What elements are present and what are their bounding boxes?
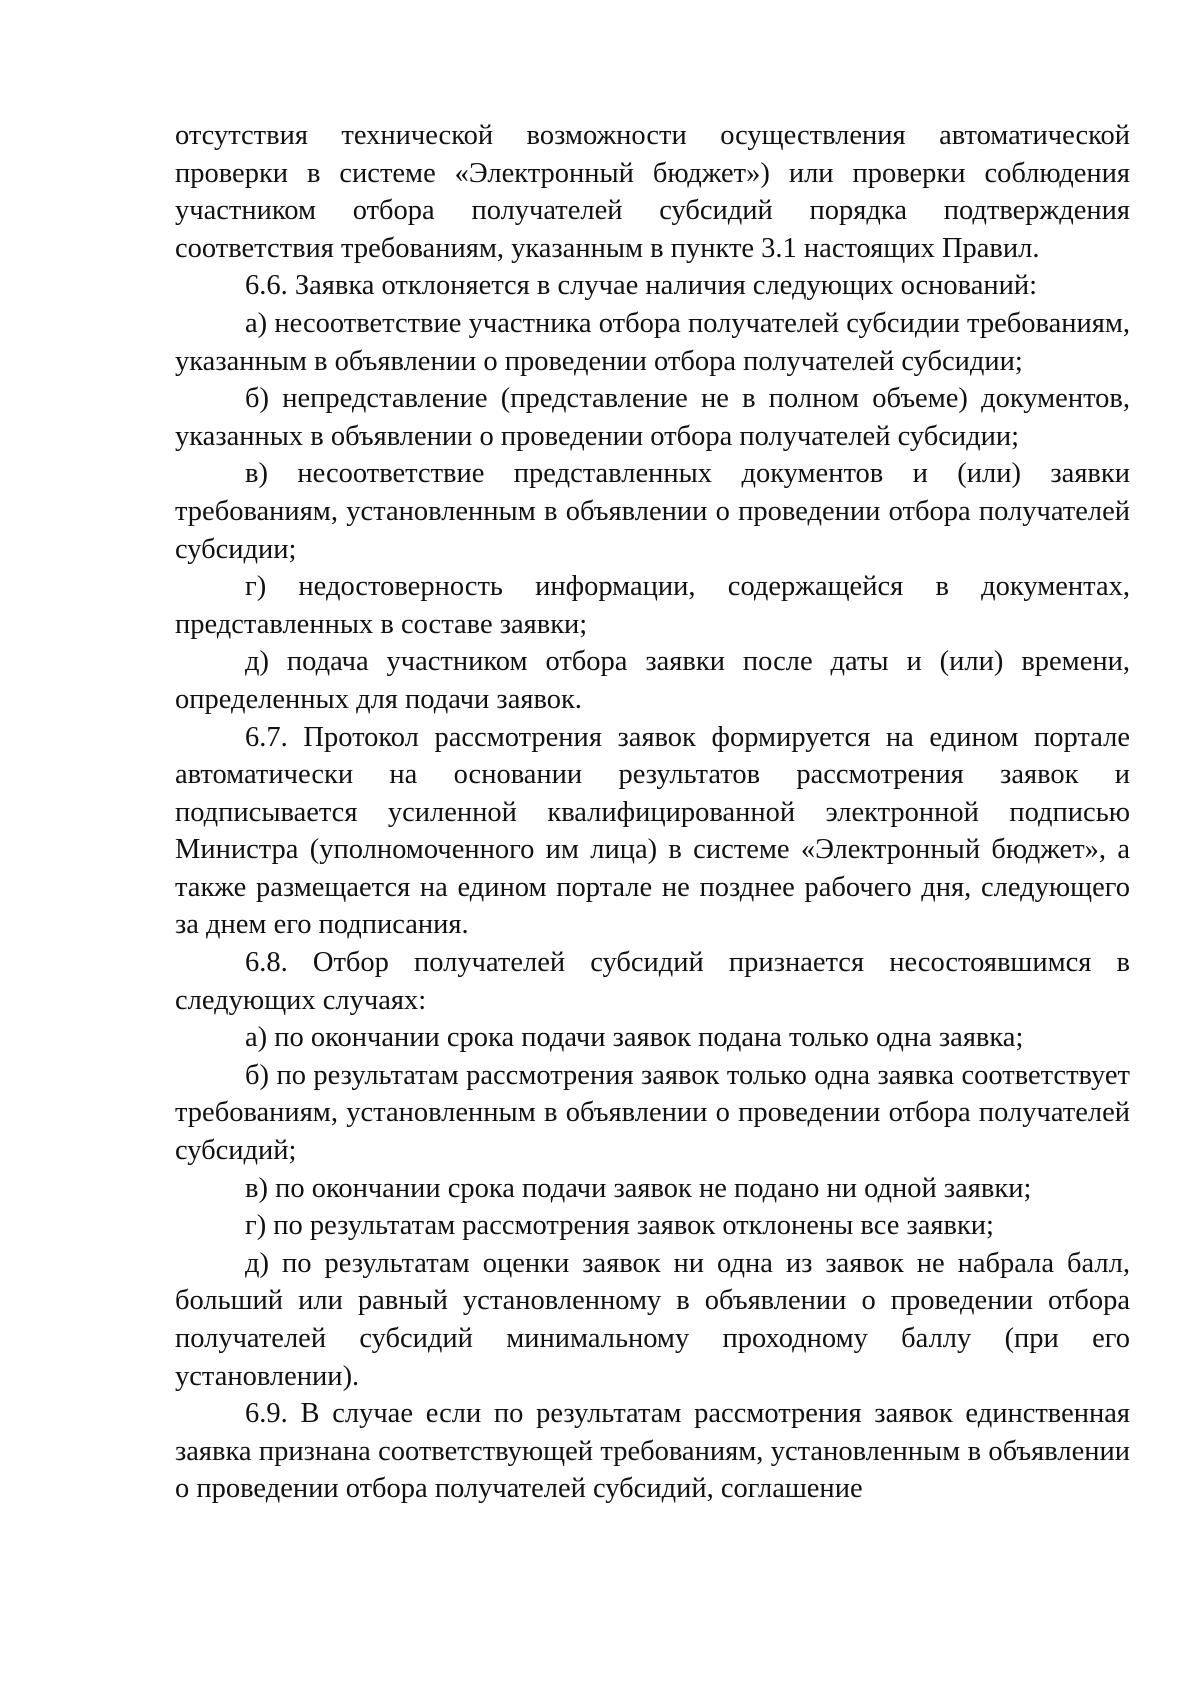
paragraph-6-8-b: б) по результатам рассмотрения заявок только одна заявка соответствует требованиям, установленным в объявлении о проведении отбора получателей субсидий; [175, 1059, 1130, 1167]
paragraph-6-8-g: г) по результатам рассмотрения заявок отклонены все заявки; [245, 1210, 994, 1242]
paragraph-6-8-v: в) по окончании срока подачи заявок не подано ни одной заявки; [245, 1172, 1032, 1204]
paragraph-6-6: 6.6. Заявка отклоняется в случае наличия следующих оснований: [245, 270, 1038, 302]
paragraph-6-8-a: а) по окончании срока подачи заявок подана только одна заявка; [245, 1022, 1024, 1054]
paragraph-6-6-a: а) несоответствие участника отбора получателей субсидии требованиям, указанным в объявлении о проведении отбора получателей субсидии; [175, 307, 1130, 377]
paragraph-6-7: 6.7. Протокол рассмотрения заявок формируется на едином портале автоматически на основании результатов рассмотрения заявок и подписывается усиленной квалифицированной электронной подписью Министра (уполномоченного им лица) в системе «Электронный бюджет», а также размещается на едином портале не позднее рабочего дня, следующего за днем его подписания. [175, 721, 1130, 941]
document-body [175, 117, 1130, 1508]
paragraph-6-8: 6.8. Отбор получателей субсидий признается несостоявшимся в следующих случаях: [175, 947, 1130, 1016]
paragraph-6-8-d: д) по результатам оценки заявок ни одна из заявок не набрала балл, больший или равный установленному в объявлении о проведении отбора получателей субсидий минимальному проходному баллу (при его установлении). [175, 1247, 1130, 1392]
paragraph-6-6-v: в) несоответствие представленных документов и (или) заявки требованиям, установленным в объявлении о проведении отбора получателей субсидии; [175, 458, 1130, 565]
paragraph-6-6-d: д) подача участником отбора заявки после даты и (или) времени, определенных для подачи заявок. [175, 646, 1130, 715]
paragraph-6-6-b: б) непредставление (представление не в полном объеме) документов, указанных в объявлении о проведении отбора получателей субсидии; [175, 383, 1130, 452]
paragraph-6-6-g: г) недостоверность информации, содержащейся в документах, представленных в составе заявки; [175, 571, 1130, 640]
paragraph-continuation: отсутствия технической возможности осуществления автоматической проверки в системе «Электронный бюджет») или проверки соблюдения участником отбора получателей субсидий порядка подтверждения соответствия требованиям, указанным в пункте 3.1 настоящих Правил. [175, 120, 1130, 264]
paragraph-6-9: 6.9. В случае если по результатам рассмотрения заявок единственная заявка признана соответствующей требованиям, установленным в объявлении о проведении отбора получателей субсидий, соглашение [175, 1398, 1130, 1505]
